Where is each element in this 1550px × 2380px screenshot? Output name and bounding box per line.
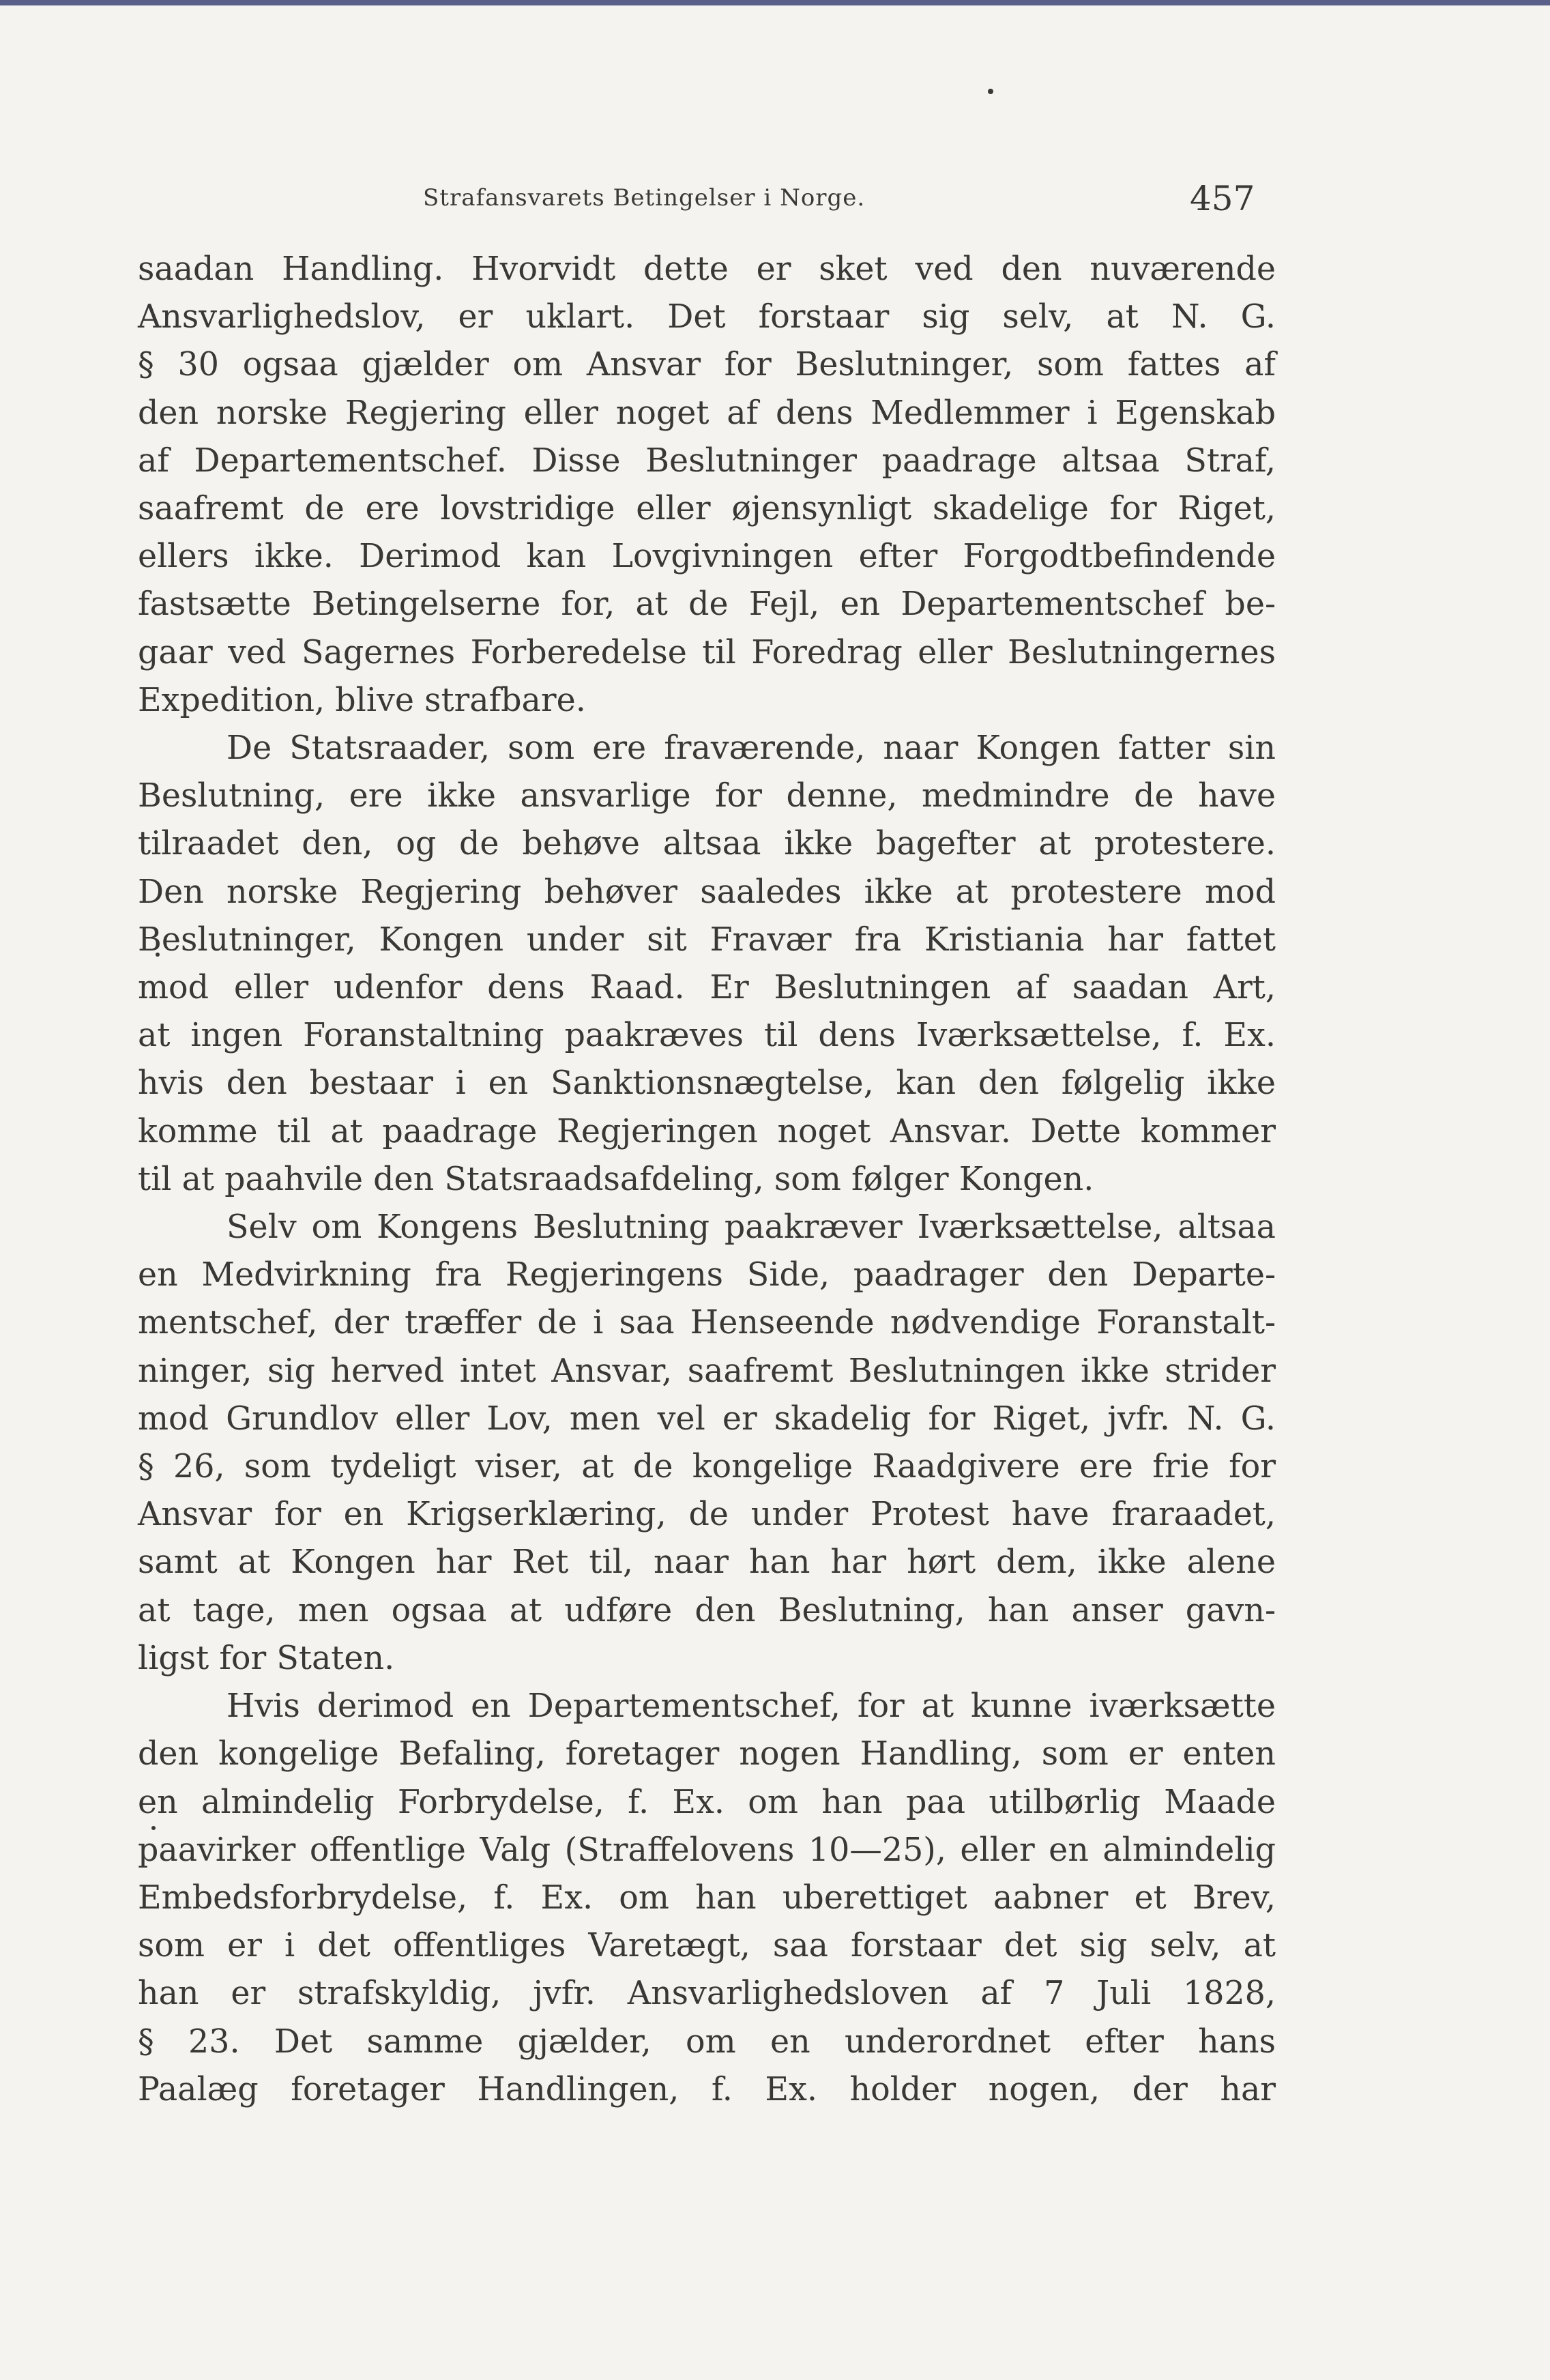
text-line: en almindelig Forbrydelse, f. Ex. om han paa utilbørlig Maade bbox=[138, 1783, 1276, 1821]
text-line: komme til at paadrage Regjeringen noget Ansvar. Dette kommer bbox=[138, 1112, 1276, 1150]
text-line: af Departementschef. Disse Beslutninger paadrage altsaa Straf, bbox=[138, 441, 1276, 480]
text-line: den kongelige Befaling, foretager nogen Handling, som er enten bbox=[138, 1735, 1276, 1773]
text-line: mod Grundlov eller Lov, men vel er skadelig for Riget, jvfr. N. G. bbox=[138, 1399, 1276, 1438]
text-line: § 23. Det samme gjælder, om en underordnet efter hans bbox=[138, 2022, 1276, 2061]
text-line: ellers ikke. Derimod kan Lovgivningen efter Forgodtbefindende bbox=[138, 538, 1276, 576]
text-line: ninger, sig herved intet Ansvar, saafremt Beslutningen ikke strider bbox=[138, 1352, 1276, 1390]
text-line: at tage, men ogsaa at udføre den Beslutning, han anser gavn- bbox=[138, 1591, 1276, 1629]
text-line: § 26, som tydeligt viser, at de kongelige Raadgivere ere frie for bbox=[138, 1448, 1276, 1486]
scan-top-border bbox=[0, 0, 1550, 5]
text-line: Paalæg foretager Handlingen, f. Ex. holder nogen, der har bbox=[138, 2070, 1276, 2108]
text-line: saafremt de ere lovstridige eller øjensynligt skadelige for Riget, bbox=[138, 490, 1276, 528]
text-line: paavirker offentlige Valg (Straffelovens 10—25), eller en almindelig bbox=[138, 1831, 1276, 1869]
text-line: saadan Handling. Hvorvidt dette er sket ved den nuværende bbox=[138, 250, 1276, 288]
text-line: til at paahvile den Statsraadsafdeling, som følger Kongen. bbox=[138, 1160, 1094, 1198]
text-line: som er i det offentliges Varetægt, saa forstaar det sig selv, at bbox=[138, 1927, 1276, 1965]
text-line: gaar ved Sagernes Forberedelse til Foredrag eller Beslutningernes bbox=[138, 633, 1276, 671]
text-line: Ansvar for en Krigserklæring, de under Protest have fraraadet, bbox=[138, 1496, 1276, 1534]
text-line: Embedsforbrydelse, f. Ex. om han uberettiget aabner et Brev, bbox=[138, 1878, 1276, 1917]
text-line: mentschef, der træffer de i saa Henseende nødvendige Foranstalt- bbox=[138, 1304, 1276, 1342]
text-line: tilraadet den, og de behøve altsaa ikke bagefter at protestere. bbox=[138, 825, 1276, 863]
text-line: ligst for Staten. bbox=[138, 1639, 395, 1677]
text-line: mod eller udenfor dens Raad. Er Beslutningen af saadan Art, bbox=[138, 969, 1276, 1007]
text-line: en Medvirkning fra Regjeringens Side, paadrager den Departe- bbox=[138, 1256, 1276, 1294]
running-head: Strafansvarets Betingelser i Norge. bbox=[423, 184, 866, 212]
text-line: den norske Regjering eller noget af dens Medlemmer i Egenskab bbox=[138, 394, 1276, 432]
text-line: Expedition, blive strafbare. bbox=[138, 681, 586, 719]
ink-speck bbox=[988, 89, 993, 94]
text-line: Den norske Regjering behøver saaledes ikke at protestere mod bbox=[138, 873, 1276, 911]
text-line: at ingen Foranstaltning paakræves til dens Iværksættelse, f. Ex. bbox=[138, 1017, 1276, 1055]
text-line: fastsætte Betingelserne for, at de Fejl, en Departementschef be- bbox=[138, 585, 1276, 624]
text-line: han er strafskyldig, jvfr. Ansvarlighedsloven af 7 Juli 1828, bbox=[138, 1975, 1276, 2013]
book-page bbox=[0, 5, 1550, 2380]
text-line: Selv om Kongens Beslutning paakræver Iværksættelse, altsaa bbox=[226, 1208, 1276, 1247]
text-line: De Statsraader, som ere fraværende, naar Kongen fatter sin bbox=[226, 729, 1276, 768]
page-number: 457 bbox=[1190, 179, 1255, 218]
text-line: Hvis derimod en Departementschef, for at kunne iværksætte bbox=[226, 1687, 1276, 1726]
text-line: Beslutninger, Kongen under sit Fravær fra Kristiania har fattet bbox=[138, 920, 1276, 959]
text-line: Beslutning, ere ikke ansvarlige for denne, medmindre de have bbox=[138, 777, 1276, 815]
text-line: samt at Kongen har Ret til, naar han har hørt dem, ikke alene bbox=[138, 1543, 1276, 1582]
text-line: hvis den bestaar i en Sanktionsnægtelse, kan den følgelig ikke bbox=[138, 1064, 1276, 1103]
text-line: Ansvarlighedslov, er uklart. Det forstaar sig selv, at N. G. bbox=[138, 298, 1276, 336]
text-line: § 30 ogsaa gjælder om Ansvar for Beslutninger, som fattes af bbox=[138, 346, 1276, 384]
body-text bbox=[138, 246, 1276, 2114]
